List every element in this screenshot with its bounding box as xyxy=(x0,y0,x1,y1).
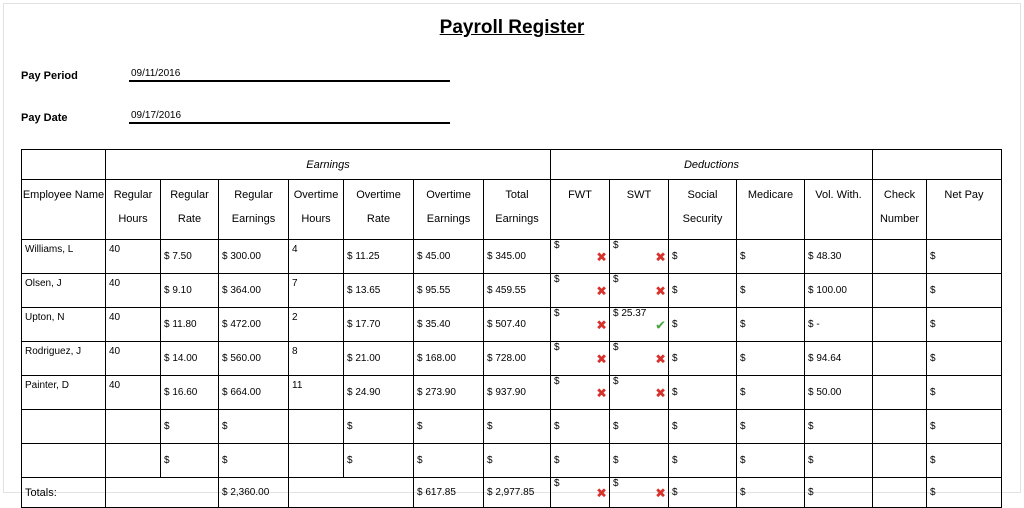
check-number-cell[interactable] xyxy=(873,342,927,376)
regular-rate-cell[interactable]: $ 14.00 xyxy=(161,342,219,376)
pay-date-field[interactable]: 09/17/2016 xyxy=(129,110,450,124)
pay-period-label: Pay Period xyxy=(21,70,78,82)
overtime-rate-cell[interactable]: $ 24.90 xyxy=(344,376,414,410)
group-empty-right xyxy=(873,150,1002,180)
cross-mark-icon: ✖ xyxy=(596,385,607,400)
total-earnings-cell[interactable]: $ 345.00 xyxy=(484,240,551,274)
regular-earnings-cell[interactable]: $ xyxy=(219,410,289,444)
totals-blank-check xyxy=(873,478,927,508)
totals-row xyxy=(22,478,1002,508)
social-security-cell[interactable]: $ xyxy=(669,342,737,376)
overtime-hours-cell[interactable]: 8 xyxy=(289,342,344,376)
total-earnings-cell[interactable]: $ xyxy=(484,444,551,478)
fwt-cell[interactable] xyxy=(551,376,610,410)
overtime-earnings-cell[interactable]: $ 35.40 xyxy=(414,308,484,342)
net-pay-cell[interactable]: $ xyxy=(927,342,1002,376)
cross-mark-icon: ✖ xyxy=(596,351,607,366)
employee-name-cell[interactable]: Painter, D xyxy=(22,376,106,410)
fwt-cell[interactable] xyxy=(551,240,610,274)
swt-cell[interactable] xyxy=(610,274,669,308)
employee-name-cell[interactable] xyxy=(22,410,106,444)
header-swt: SWT xyxy=(610,180,669,240)
fwt-cell-value: $ xyxy=(554,240,560,251)
overtime-rate-cell[interactable]: $ 17.70 xyxy=(344,308,414,342)
social-security-cell[interactable]: $ xyxy=(669,410,737,444)
regular-rate-cell[interactable]: $ 7.50 xyxy=(161,240,219,274)
pay-date-label: Pay Date xyxy=(21,112,68,124)
table-row xyxy=(22,240,1002,274)
vol-with-cell[interactable]: $ 100.00 xyxy=(805,274,873,308)
vol-with-cell[interactable]: $ xyxy=(805,410,873,444)
fwt-cell[interactable] xyxy=(551,342,610,376)
check-mark-icon: ✔ xyxy=(655,317,666,332)
swt-cell-value: $ xyxy=(613,274,619,285)
table-row xyxy=(22,444,1002,478)
totals-blank-overtime xyxy=(289,478,414,508)
medicare-cell[interactable]: $ xyxy=(737,342,805,376)
header-social-security: Social Security xyxy=(669,180,737,240)
total-earnings-cell[interactable]: $ 507.40 xyxy=(484,308,551,342)
regular-earnings-cell[interactable]: $ 472.00 xyxy=(219,308,289,342)
check-number-cell[interactable] xyxy=(873,308,927,342)
table-row xyxy=(22,410,1002,444)
header-overtime-earnings: Overtime Earnings xyxy=(414,180,484,240)
cross-mark-icon: ✖ xyxy=(655,485,666,500)
fwt-cell[interactable]: $ xyxy=(551,444,610,478)
header-regular-rate: Regular Rate xyxy=(161,180,219,240)
overtime-earnings-cell[interactable]: $ 45.00 xyxy=(414,240,484,274)
swt-cell-value: $ xyxy=(613,376,619,387)
swt-cell[interactable] xyxy=(610,342,669,376)
fwt-cell[interactable] xyxy=(551,274,610,308)
cross-mark-icon: ✖ xyxy=(596,249,607,264)
column-header-row xyxy=(22,180,1002,240)
vol-with-cell[interactable]: $ xyxy=(805,444,873,478)
overtime-hours-cell[interactable]: 11 xyxy=(289,376,344,410)
cross-mark-icon: ✖ xyxy=(655,351,666,366)
header-medicare: Medicare xyxy=(737,180,805,240)
overtime-hours-cell[interactable]: 2 xyxy=(289,308,344,342)
fwt-cell[interactable] xyxy=(551,308,610,342)
totals-fwt[interactable] xyxy=(551,478,610,508)
swt-cell-value: $ 25.37 xyxy=(613,308,647,319)
regular-hours-cell[interactable]: 40 xyxy=(106,376,161,410)
regular-earnings-cell[interactable]: $ 560.00 xyxy=(219,342,289,376)
vol-with-cell[interactable]: $ 94.64 xyxy=(805,342,873,376)
employee-name-cell[interactable]: Williams, L xyxy=(22,240,106,274)
header-net-pay: Net Pay xyxy=(927,180,1002,240)
totals-total-earnings[interactable]: $ 2,977.85 xyxy=(484,478,551,508)
fwt-cell-value: $ xyxy=(554,274,560,285)
cross-mark-icon: ✖ xyxy=(596,283,607,298)
vol-with-cell[interactable]: $ - xyxy=(805,308,873,342)
deductions-group-label: Deductions xyxy=(551,150,873,180)
medicare-cell[interactable]: $ xyxy=(737,240,805,274)
overtime-rate-cell[interactable]: $ 13.65 xyxy=(344,274,414,308)
table-row xyxy=(22,342,1002,376)
table-row xyxy=(22,376,1002,410)
swt-cell-value: $ xyxy=(613,240,619,251)
swt-cell[interactable]: $ xyxy=(610,410,669,444)
total-earnings-cell[interactable]: $ 728.00 xyxy=(484,342,551,376)
regular-earnings-cell[interactable]: $ xyxy=(219,444,289,478)
net-pay-cell[interactable]: $ xyxy=(927,410,1002,444)
regular-hours-cell[interactable]: 40 xyxy=(106,274,161,308)
medicare-cell[interactable]: $ xyxy=(737,444,805,478)
check-number-cell[interactable] xyxy=(873,444,927,478)
overtime-hours-cell[interactable]: 7 xyxy=(289,274,344,308)
fwt-cell[interactable]: $ xyxy=(551,410,610,444)
overtime-earnings-cell[interactable]: $ 95.55 xyxy=(414,274,484,308)
medicare-cell[interactable]: $ xyxy=(737,308,805,342)
employee-name-cell[interactable] xyxy=(22,444,106,478)
overtime-hours-cell[interactable] xyxy=(289,410,344,444)
employee-name-cell[interactable]: Olsen, J xyxy=(22,274,106,308)
page-title: Payroll Register xyxy=(439,17,585,38)
social-security-cell[interactable]: $ xyxy=(669,444,737,478)
swt-cell[interactable] xyxy=(610,308,669,342)
totals-blank-regular xyxy=(106,478,219,508)
medicare-cell[interactable]: $ xyxy=(737,376,805,410)
totals-medicare[interactable]: $ xyxy=(737,478,805,508)
swt-cell[interactable] xyxy=(610,240,669,274)
payroll-table xyxy=(21,149,1002,508)
net-pay-cell[interactable]: $ xyxy=(927,376,1002,410)
net-pay-cell[interactable]: $ xyxy=(927,240,1002,274)
employee-name-cell[interactable]: Rodriguez, J xyxy=(22,342,106,376)
regular-rate-cell[interactable]: $ xyxy=(161,444,219,478)
check-number-cell[interactable] xyxy=(873,240,927,274)
totals-social-security[interactable]: $ xyxy=(669,478,737,508)
totals-vol-with[interactable]: $ xyxy=(805,478,873,508)
table-row xyxy=(22,308,1002,342)
overtime-rate-cell[interactable]: $ xyxy=(344,410,414,444)
cross-mark-icon: ✖ xyxy=(655,385,666,400)
swt-cell-value: $ xyxy=(613,342,619,353)
overtime-earnings-cell[interactable]: $ 273.90 xyxy=(414,376,484,410)
fwt-cell-value: $ xyxy=(554,308,560,319)
social-security-cell[interactable]: $ xyxy=(669,376,737,410)
swt-cell[interactable] xyxy=(610,376,669,410)
totals-swt-value: $ xyxy=(613,478,619,489)
header-regular-hours: Regular Hours xyxy=(106,180,161,240)
regular-hours-cell[interactable]: 40 xyxy=(106,308,161,342)
regular-rate-cell[interactable]: $ 9.10 xyxy=(161,274,219,308)
earnings-group-label: Earnings xyxy=(106,150,551,180)
employee-name-cell[interactable]: Upton, N xyxy=(22,308,106,342)
header-check-number: Check Number xyxy=(873,180,927,240)
social-security-cell[interactable]: $ xyxy=(669,240,737,274)
group-header-row xyxy=(22,150,1002,180)
social-security-cell[interactable]: $ xyxy=(669,308,737,342)
cross-mark-icon: ✖ xyxy=(596,485,607,500)
cross-mark-icon: ✖ xyxy=(655,283,666,298)
overtime-rate-cell[interactable]: $ 21.00 xyxy=(344,342,414,376)
net-pay-cell[interactable]: $ xyxy=(927,274,1002,308)
header-vol-with: Vol. With. xyxy=(805,180,873,240)
overtime-earnings-cell[interactable]: $ xyxy=(414,410,484,444)
totals-swt[interactable] xyxy=(610,478,669,508)
header-fwt: FWT xyxy=(551,180,610,240)
totals-overtime-earnings[interactable]: $ 617.85 xyxy=(414,478,484,508)
check-number-cell[interactable] xyxy=(873,410,927,444)
regular-rate-cell[interactable]: $ xyxy=(161,410,219,444)
fwt-cell-value: $ xyxy=(554,342,560,353)
totals-fwt-value: $ xyxy=(554,478,560,489)
table-row xyxy=(22,274,1002,308)
totals-net-pay[interactable]: $ xyxy=(927,478,1002,508)
regular-hours-cell[interactable] xyxy=(106,444,161,478)
overtime-hours-cell[interactable]: 4 xyxy=(289,240,344,274)
regular-earnings-cell[interactable]: $ 664.00 xyxy=(219,376,289,410)
group-empty-left xyxy=(22,150,106,180)
regular-earnings-cell[interactable]: $ 300.00 xyxy=(219,240,289,274)
pay-period-field[interactable]: 09/11/2016 xyxy=(129,68,450,82)
header-overtime-rate: Overtime Rate xyxy=(344,180,414,240)
check-number-cell[interactable] xyxy=(873,376,927,410)
regular-hours-cell[interactable]: 40 xyxy=(106,240,161,274)
check-number-cell[interactable] xyxy=(873,274,927,308)
overtime-earnings-cell[interactable]: $ 168.00 xyxy=(414,342,484,376)
vol-with-cell[interactable]: $ 50.00 xyxy=(805,376,873,410)
overtime-rate-cell[interactable]: $ xyxy=(344,444,414,478)
fwt-cell-value: $ xyxy=(554,376,560,387)
regular-hours-cell[interactable]: 40 xyxy=(106,342,161,376)
net-pay-cell[interactable]: $ xyxy=(927,444,1002,478)
social-security-cell[interactable]: $ xyxy=(669,274,737,308)
vol-with-cell[interactable]: $ 48.30 xyxy=(805,240,873,274)
header-employee-name: Employee Name xyxy=(22,180,106,240)
totals-label: Totals: xyxy=(22,478,106,508)
totals-regular-earnings[interactable]: $ 2,360.00 xyxy=(219,478,289,508)
regular-rate-cell[interactable]: $ 11.80 xyxy=(161,308,219,342)
cross-mark-icon: ✖ xyxy=(596,317,607,332)
overtime-hours-cell[interactable] xyxy=(289,444,344,478)
regular-rate-cell[interactable]: $ 16.60 xyxy=(161,376,219,410)
medicare-cell[interactable]: $ xyxy=(737,410,805,444)
regular-earnings-cell[interactable]: $ 364.00 xyxy=(219,274,289,308)
medicare-cell[interactable]: $ xyxy=(737,274,805,308)
header-regular-earnings: Regular Earnings xyxy=(219,180,289,240)
cross-mark-icon: ✖ xyxy=(655,249,666,264)
total-earnings-cell[interactable]: $ 459.55 xyxy=(484,274,551,308)
overtime-earnings-cell[interactable]: $ xyxy=(414,444,484,478)
total-earnings-cell[interactable]: $ 937.90 xyxy=(484,376,551,410)
swt-cell[interactable]: $ xyxy=(610,444,669,478)
overtime-rate-cell[interactable]: $ 11.25 xyxy=(344,240,414,274)
header-total-earnings: Total Earnings xyxy=(484,180,551,240)
net-pay-cell[interactable]: $ xyxy=(927,308,1002,342)
regular-hours-cell[interactable] xyxy=(106,410,161,444)
header-overtime-hours: Overtime Hours xyxy=(289,180,344,240)
total-earnings-cell[interactable]: $ xyxy=(484,410,551,444)
